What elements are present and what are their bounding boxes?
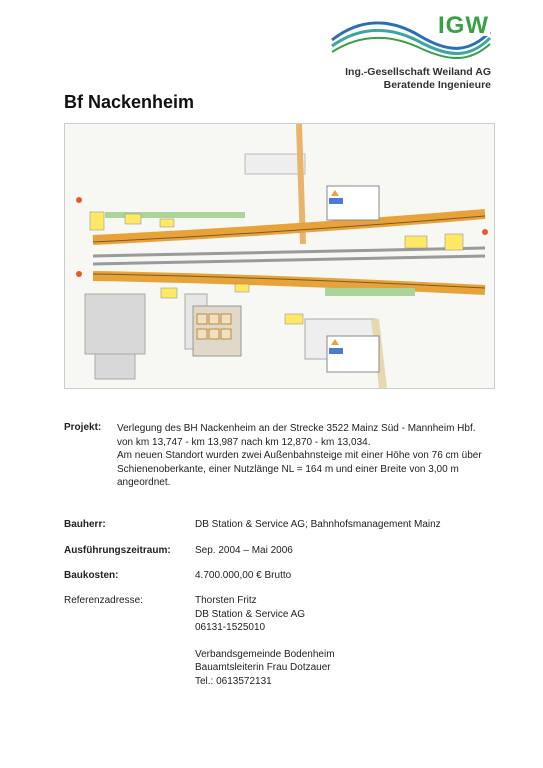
- referenz-line: Verbandsgemeinde Bodenheim: [195, 648, 335, 660]
- bauherr-value: DB Station & Service AG; Bahnhofsmanagement Mainz: [195, 519, 441, 530]
- company-name: [345, 66, 491, 92]
- referenz-label: Referenzadresse:: [64, 595, 143, 606]
- company-line-2: Beratende Ingenieure: [383, 79, 491, 91]
- referenz-line: DB Station & Service AG: [195, 608, 306, 620]
- referenz-address: [195, 594, 335, 688]
- zeitraum-label: Ausführungszeitraum:: [64, 545, 171, 556]
- project-text-2: Am neuen Standort wurden zwei Außenbahnsteige mit einer Höhe von 76 cm über Schienenoberkante, einer Nutzlänge NL = 164 m und einer Breite von 3,00 m angeordnet.: [117, 450, 482, 488]
- project-description: [117, 422, 493, 490]
- kosten-value: 4.700.000,00 € Brutto: [195, 570, 292, 581]
- company-line-1: Ing.-Gesellschaft Weiland AG: [345, 66, 491, 78]
- igw-logo-text: IGW: [438, 12, 489, 39]
- site-plan-image: [64, 123, 495, 389]
- bauherr-label: Bauherr:: [64, 519, 106, 530]
- project-text-1: Verlegung des BH Nackenheim an der Strecke 3522 Mainz Süd - Mannheim Hbf. von km 13,747 - km 13,987 nach km 12,870 - km 13,034.: [117, 423, 476, 448]
- page-title: Bf Nackenheim: [64, 92, 195, 112]
- referenz-line: Tel.: 0613572131: [195, 675, 272, 687]
- project-label: Projekt:: [64, 422, 102, 433]
- referenz-line: 06131-1525010: [195, 622, 266, 633]
- site-plan-drawing: [65, 124, 494, 388]
- kosten-label: Baukosten:: [64, 570, 119, 581]
- zeitraum-value: Sep. 2004 – Mai 2006: [195, 545, 293, 556]
- referenz-line: Thorsten Fritz: [195, 595, 257, 606]
- referenz-line: Bauamtsleiterin Frau Dotzauer: [195, 662, 331, 673]
